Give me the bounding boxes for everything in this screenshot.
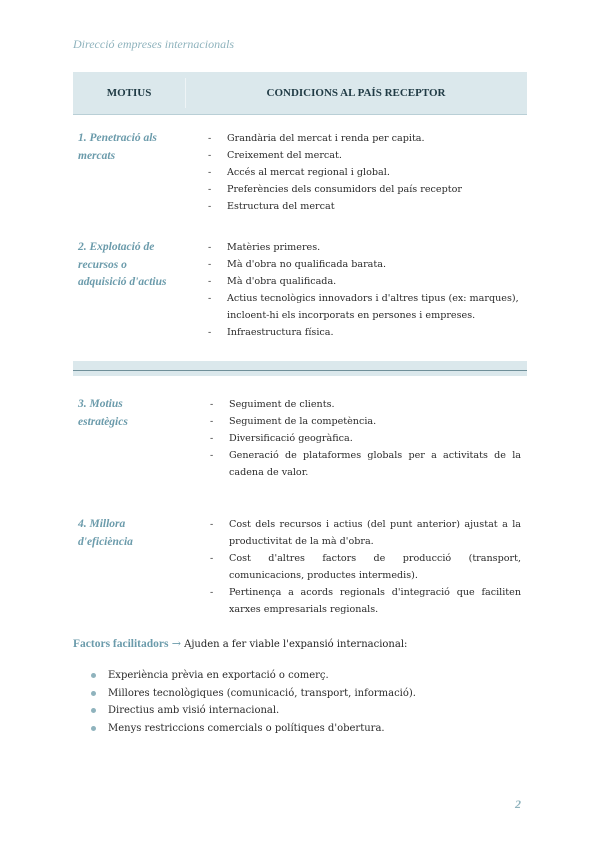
arrow-icon: → (171, 637, 181, 650)
motiu-line: estratègics (78, 415, 128, 428)
factors-text: Ajuden a fer viable l'expansió internacional: (184, 639, 408, 650)
list-item: - Seguiment de la competència. (210, 416, 377, 427)
list-item: - Creixement del mercat. (208, 150, 342, 161)
table-separator (73, 361, 527, 376)
factors-paragraph (73, 636, 527, 653)
factors-title: Factors facilitadors (73, 638, 169, 650)
factors-list (91, 667, 416, 737)
list-item: - Mà d'obra no qualificada barata. (208, 259, 387, 270)
motiu-line: adquisició d'actius (78, 276, 167, 288)
motiu-line: 3. Motius (78, 398, 123, 410)
list-item: Millores tecnològiques (comunicació, transport, informació). (91, 685, 416, 703)
list-item: - Cost dels recursos i actius (del punt anterior) ajustat a la productivitat de la mà d'obra. (210, 519, 521, 547)
bullet-icon (91, 726, 96, 731)
list-item: - Accés al mercat regional i global. (208, 167, 390, 178)
motiu-label (78, 396, 188, 431)
column-header-condicions: CONDICIONS AL PAÍS RECEPTOR (266, 87, 446, 99)
conditions-list (208, 130, 521, 215)
column-header-motius: MOTIUS (106, 87, 152, 99)
list-item: - Generació de plataformes globals per a activitats de la cadena de valor. (210, 450, 521, 478)
bullet-icon (91, 708, 96, 713)
list-item: - Preferències dels consumidors del país receptor (208, 184, 462, 195)
list-item: - Cost d'altres factors de producció (transport, comunicacions, productes intermedis). (210, 553, 521, 581)
list-item: Experiència prèvia en exportació o comerç. (91, 667, 416, 685)
list-item: - Infraestructura física. (208, 327, 334, 338)
page-number: 2 (515, 797, 521, 811)
list-item: - Matèries primeres. (208, 242, 321, 253)
motiu-line: mercats (78, 149, 116, 162)
list-item: - Seguiment de clients. (210, 399, 335, 410)
list-item: Directius amb visió internacional. (91, 702, 416, 720)
list-item: - Estructura del mercat (208, 201, 335, 212)
motiu-line: 2. Explotació de (78, 241, 155, 253)
conditions-list (208, 239, 521, 341)
motiu-label (78, 239, 188, 292)
motiu-line: d'eficiència (78, 535, 133, 548)
motiu-line: recursos o (78, 258, 127, 271)
list-item: - Pertinença a acords regionals d'integració que faciliten xarxes empresarials regionals. (210, 587, 521, 615)
motiu-label (78, 516, 188, 551)
conditions-list (210, 516, 521, 618)
motiu-label (78, 130, 188, 165)
conditions-list (210, 396, 521, 481)
list-item: - Diversificació geogràfica. (210, 433, 353, 444)
bullet-icon (91, 673, 96, 678)
motiu-line: 1. Penetració als (78, 132, 157, 144)
table-header (73, 72, 527, 115)
list-item: Menys restriccions comercials o polítiques d'obertura. (91, 720, 416, 738)
bullet-icon (91, 691, 96, 696)
list-item: - Actius tecnològics innovadors i d'altres tipus (ex: marques), incloent-hi els incorporats en persones i empreses. (208, 293, 519, 321)
running-header: Direcció empreses internacionals (73, 37, 235, 51)
motiu-line: 4. Millora (78, 518, 126, 530)
list-item: - Mà d'obra qualificada. (208, 276, 337, 287)
list-item: - Grandària del mercat i renda per capita. (208, 133, 425, 144)
